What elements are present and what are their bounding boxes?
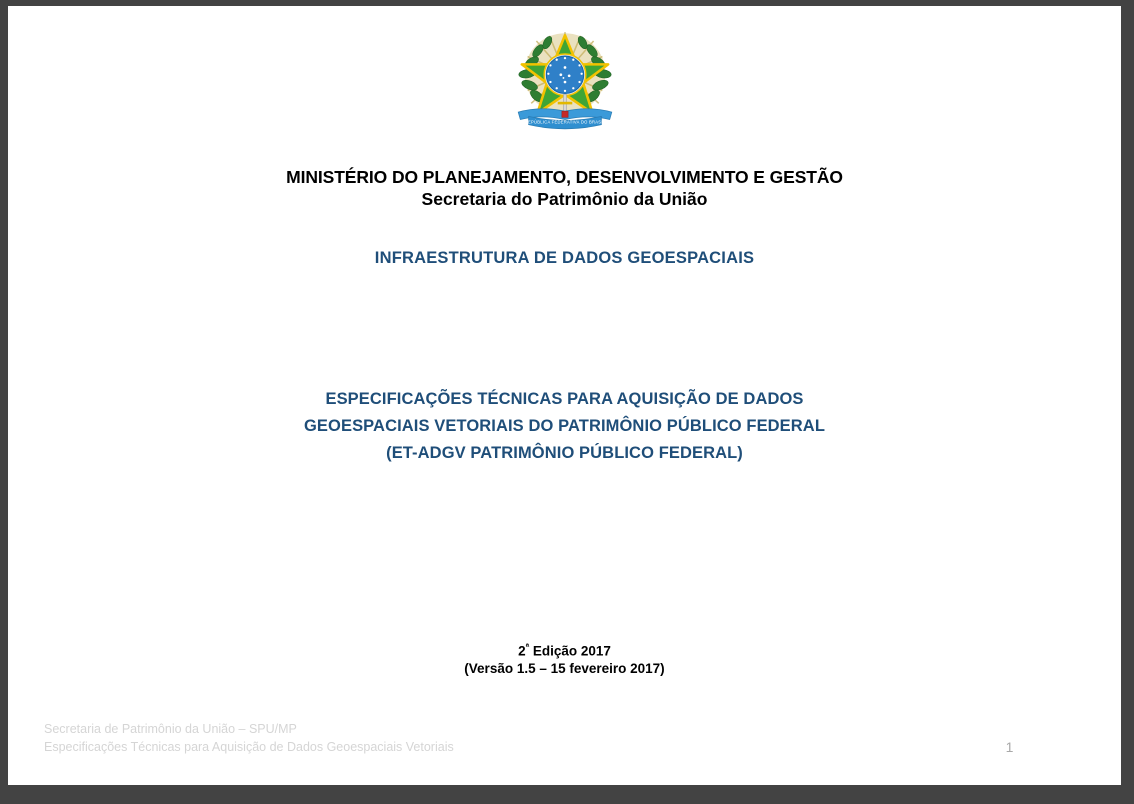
version-line: (Versão 1.5 – 15 fevereiro 2017) [464,660,665,676]
document-title-line-3: (ET-ADGV PATRIMÔNIO PÚBLICO FEDERAL) [386,444,743,462]
document-title-line-1: ESPECIFICAÇÕES TÉCNICAS PARA AQUISIÇÃO DE DADOS [325,390,804,408]
edition-label: Edição 2017 [529,643,611,659]
footer-line-1: Secretaria de Patrimônio da União – SPU/MP [44,722,297,736]
edition-info [8,639,1121,677]
ministry-name: MINISTÉRIO DO PLANEJAMENTO, DESENVOLVIMENTO E GESTÃO [286,167,843,187]
footer-line-2: Especificações Técnicas para Aquisição de Dados Geoespaciais Vetoriais [44,740,454,754]
svg-text:REPÚBLICA FEDERATIVA DO BRASIL: REPÚBLICA FEDERATIVA DO BRASIL [524,119,605,125]
page-number: 1 [1005,739,1014,755]
document-page [8,6,1121,785]
edition-ordinal: ª [525,642,530,653]
document-title [8,386,1121,467]
document-title-line-2: GEOESPACIAIS VETORIAIS DO PATRIMÔNIO PÚBLICO FEDERAL [303,417,826,435]
brazil-coat-of-arms-icon [513,28,617,134]
edition-number: 2 [518,643,526,659]
secretariat-name: Secretaria do Patrimônio da União [421,189,708,209]
edition-line [8,639,1121,660]
program-heading: INFRAESTRUTURA DE DADOS GEOESPACIAIS [374,249,755,267]
coat-of-arms-container [8,28,1121,134]
ministry-header [8,166,1121,210]
